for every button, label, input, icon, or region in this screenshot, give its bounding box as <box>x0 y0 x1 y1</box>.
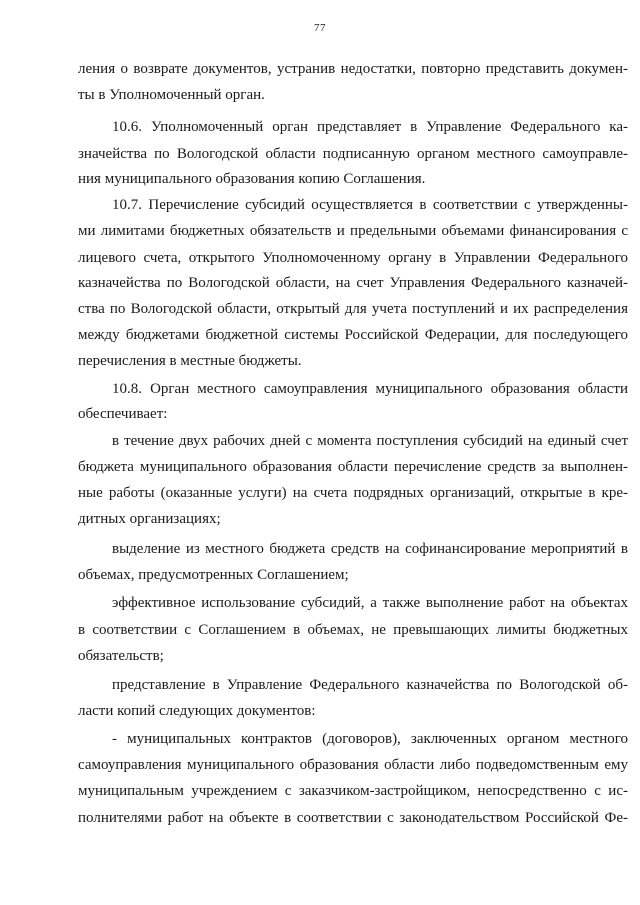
text-line: лицевого счета, открытого Уполномоченному органу в Управлении Федерального <box>78 250 628 266</box>
text-line: ния муниципального образования копию Соглашения. <box>78 171 426 187</box>
text-line: в течение двух рабочих дней с момента поступления субсидий на единый счет <box>112 433 628 449</box>
text-line: ления о возврате документов, устранив недостатки, повторно представить докумен- <box>78 61 628 77</box>
text-line: между бюджетами бюджетной системы Российской Федерации, для последующего <box>78 327 628 343</box>
text-line: ласти копий следующих документов: <box>78 703 316 719</box>
text-line: ми лимитами бюджетных обязательств и предельными объемами финансирования с <box>78 223 628 239</box>
text-line: значейства по Вологодской области подписанную органом местного самоуправле- <box>78 146 628 162</box>
text-line: полнителями работ на объекте в соответствии с законодательством Российской Фе- <box>78 810 628 826</box>
text-line: обязательств; <box>78 648 164 664</box>
text-line: обеспечивает: <box>78 406 168 422</box>
text-line: ные работы (оказанные услуги) на счета подрядных организаций, открытые в кре- <box>78 485 628 501</box>
text-line: 10.6. Уполномоченный орган представляет в Управление Федерального ка- <box>112 119 628 135</box>
text-line: ты в Уполномоченный орган. <box>78 87 265 103</box>
text-line: перечисления в местные бюджеты. <box>78 353 302 369</box>
text-line: муниципальным учреждением с заказчиком-застройщиком, непосредственно с ис- <box>78 783 628 799</box>
text-line: 10.7. Перечисление субсидий осуществляется в соответствии с утвержденны- <box>112 197 628 213</box>
text-line: 10.8. Орган местного самоуправления муниципального образования области <box>112 381 628 397</box>
text-line: дитных организациях; <box>78 511 221 527</box>
text-line: ства по Вологодской области, открытый для учета поступлений и их распределения <box>78 301 628 317</box>
page-number: 77 <box>314 22 326 34</box>
text-line: в соответствии с Соглашением в объемах, не превышающих лимиты бюджетных <box>78 622 628 638</box>
text-line: выделение из местного бюджета средств на софинансирование мероприятий в <box>112 541 628 557</box>
text-line: эффективное использование субсидий, а также выполнение работ на объектах <box>112 595 628 611</box>
text-line: бюджета муниципального образования области перечисление средств за выполнен- <box>78 459 628 475</box>
text-line: самоуправления муниципального образования области либо подведомственным ему <box>78 757 628 773</box>
text-line: представление в Управление Федерального казначейства по Вологодской об- <box>112 677 628 693</box>
text-line: объемах, предусмотренных Соглашением; <box>78 567 349 583</box>
text-line: казначейства по Вологодской области, на счет Управления Федерального казначей- <box>78 275 628 291</box>
text-line: - муниципальных контрактов (договоров), заключенных органом местного <box>112 731 628 747</box>
